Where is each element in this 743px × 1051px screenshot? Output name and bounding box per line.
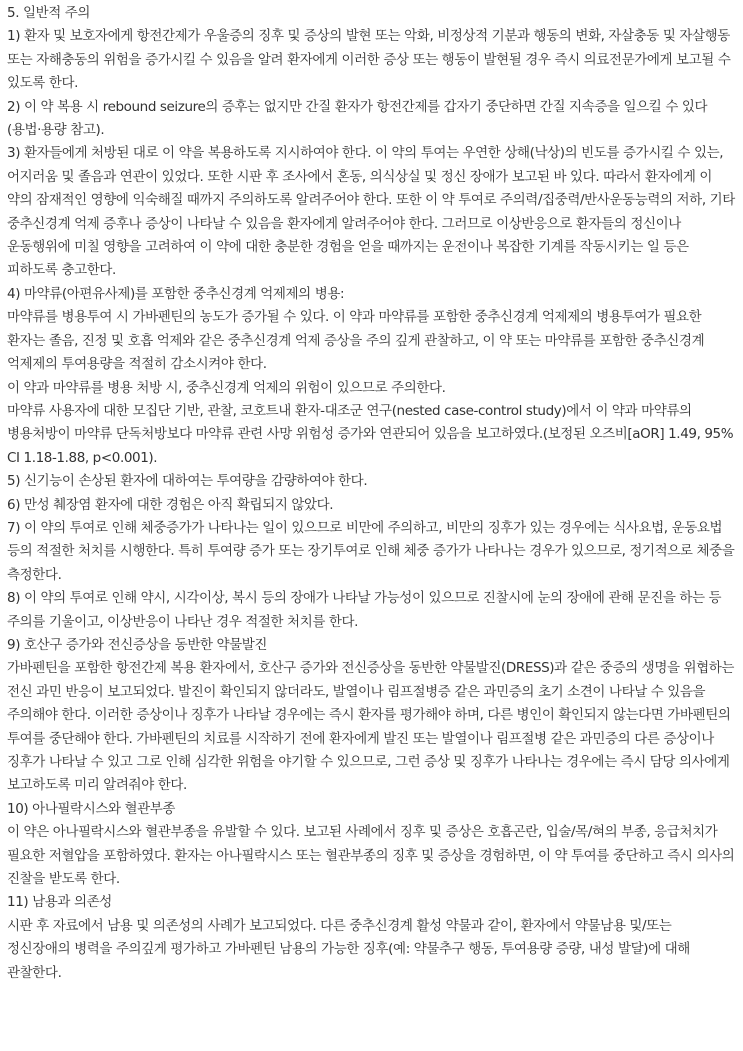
paragraph: 이 약은 아나필락시스와 혈관부종을 유발할 수 있다. 보고된 사례에서 징후 및 증상은 호흡곤란, 입술/목/혀의 부종, 응급처치가 필요한 저혈압을 포함하였다. 환자는 아나필락시스 또는 혈관부종의 징후 및 증상을 경험하면, 이 약 투여를 중단하고 즉시 의사의 진찰을 받도록 한다. <box>7 824 735 888</box>
paragraph: 6) 만성 췌장염 환자에 대한 경험은 아직 확립되지 않았다. <box>7 496 334 513</box>
paragraph: 2) 이 약 복용 시 rebound seizure의 증후는 없지만 간질 환자가 항전간제를 갑자기 중단하면 간질 지속증을 일으킬 수 있다(용법·용량 참고). <box>7 98 708 139</box>
paragraph: 마약류 사용자에 대한 모집단 기반, 관찰, 코호트내 환자-대조군 연구(nested case-control study)에서 이 약과 마약류의 병용처방이 마약류 단독처방보다 마약류 관련 사망 위험성 증가와 연관되어 있음을 보고하였다.(보정된 오즈비[aOR] 1.49, 95% CI 1.18-1.88, p<0.001). <box>7 402 734 466</box>
subheading: 11) 남용과 의존성 <box>7 894 112 911</box>
paragraph: 시판 후 자료에서 남용 및 의존성의 사례가 보고되었다. 다른 중추신경계 활성 약물과 같이, 환자에서 약물남용 및/또는 정신장애의 병력을 주의깊게 평가하고 가바펜틴 남용의 가능한 징후(예: 약물추구 행동, 투여용량 증량, 내성 발달)에 대해 관찰한다. <box>7 917 690 981</box>
subheading: 4) 마약류(아편유사제)를 포함한 중추신경계 억제제의 병용: <box>7 285 345 302</box>
paragraph: 1) 환자 및 보호자에게 항전간제가 우울증의 징후 및 증상의 발현 또는 악화, 비정상적 기분과 행동의 변화, 자살충동 및 자살행동 또는 자해충동의 위험을 증가시킬 수 있음을 알려 환자에게 이러한 증상 또는 행동이 발현될 경우 즉시 의료전문가에게 보고될 수 있도록 한다. <box>7 28 731 92</box>
subheading: 9) 호산구 증가와 전신증상을 동반한 약물발진 <box>7 636 268 653</box>
paragraph: 가바펜틴을 포함한 항전간제 복용 환자에서, 호산구 증가와 전신증상을 동반한 약물발진(DRESS)과 같은 중증의 생명을 위협하는 전신 과민 반응이 보고되었다. 발진이 확인되지 않더라도, 발열이나 림프절병증 같은 과민증의 초기 소견이 나타날 수 있음을 주의해야 한다. 이러한 증상이나 징후가 나타날 경우에는 즉시 환자를 평가해야 하며, 다른 병인이 확인되지 않는다면 가바펜틴의 투여를 중단해야 한다. 가바펜틴의 치료를 시작하기 전에 환자에게 발진 또는 발열이나 림프절병 같은 과민증의 다른 증상이나 징후가 나타날 수 있고 그로 인해 심각한 위험을 야기할 수 있으므로, 그런 증상 및 징후가 나타나는 경우에는 즉시 담당 의사에게 보고하도록 미리 알려줘야 한다. <box>7 660 735 794</box>
paragraph: 마약류를 병용투여 시 가바펜틴의 농도가 증가될 수 있다. 이 약과 마약류를 포함한 중추신경계 억제제의 병용투여가 필요한 환자는 졸음, 진정 및 호흡 억제와 같은 중추신경계 억제 증상을 주의 깊게 관찰하고, 이 약 또는 마약류를 포함한 중추신경계 억제제의 투여용량을 적절히 감소시켜야 한다. <box>7 309 705 373</box>
paragraph: 7) 이 약의 투여로 인해 체중증가가 나타나는 일이 있으므로 비만에 주의하고, 비만의 징후가 있는 경우에는 식사요법, 운동요법 등의 적절한 처치를 시행한다. 특히 투여량 증가 또는 장기투여로 인해 체중 증가가 나타나는 경우가 있으므로, 정기적으로 체중을 측정한다. <box>7 519 735 583</box>
subheading: 10) 아나필락시스와 혈관부종 <box>7 800 176 817</box>
paragraph: 5) 신기능이 손상된 환자에 대하여는 투여량을 감량하여야 한다. <box>7 473 368 490</box>
paragraph: 8) 이 약의 투여로 인해 약시, 시각이상, 복시 등의 장애가 나타날 가능성이 있으므로 진찰시에 눈의 장애에 관해 문진을 하는 등 주의를 기울이고, 이상반응이 나타난 경우 적절한 처치를 한다. <box>7 590 722 630</box>
paragraph: 이 약과 마약류를 병용 처방 시, 중추신경계 억제의 위험이 있으므로 주의한다. <box>7 379 446 396</box>
section-title: 5. 일반적 주의 <box>7 5 91 21</box>
paragraph: 3) 환자들에게 처방된 대로 이 약을 복용하도록 지시하여야 한다. 이 약의 투여는 우연한 상해(낙상)의 빈도를 증가시킬 수 있는, 어지러움 및 졸음과 연관이 있었다. 또한 시판 후 조사에서 혼동, 의식상실 및 정신 장애가 보고된 바 있다. 따라서 환자에게 이 약의 잠재적인 영향에 익숙해질 때까지 주의하도록 알려주어야 한다. 또한 이 약 투여로 주의력/집중력/반사운동능력의 저하, 기타 중추신경계 억제 증후나 증상이 나타날 수 있음을 환자에게 알려주어야 한다. 그러므로 이상반응으로 환자들의 정신이나 운동행위에 미칠 영향을 고려하여 이 약에 대한 충분한 경험을 얻을 때까지는 운전이나 복잡한 기계를 작동시키는 일 등은 피하도록 충고한다. <box>7 145 735 279</box>
